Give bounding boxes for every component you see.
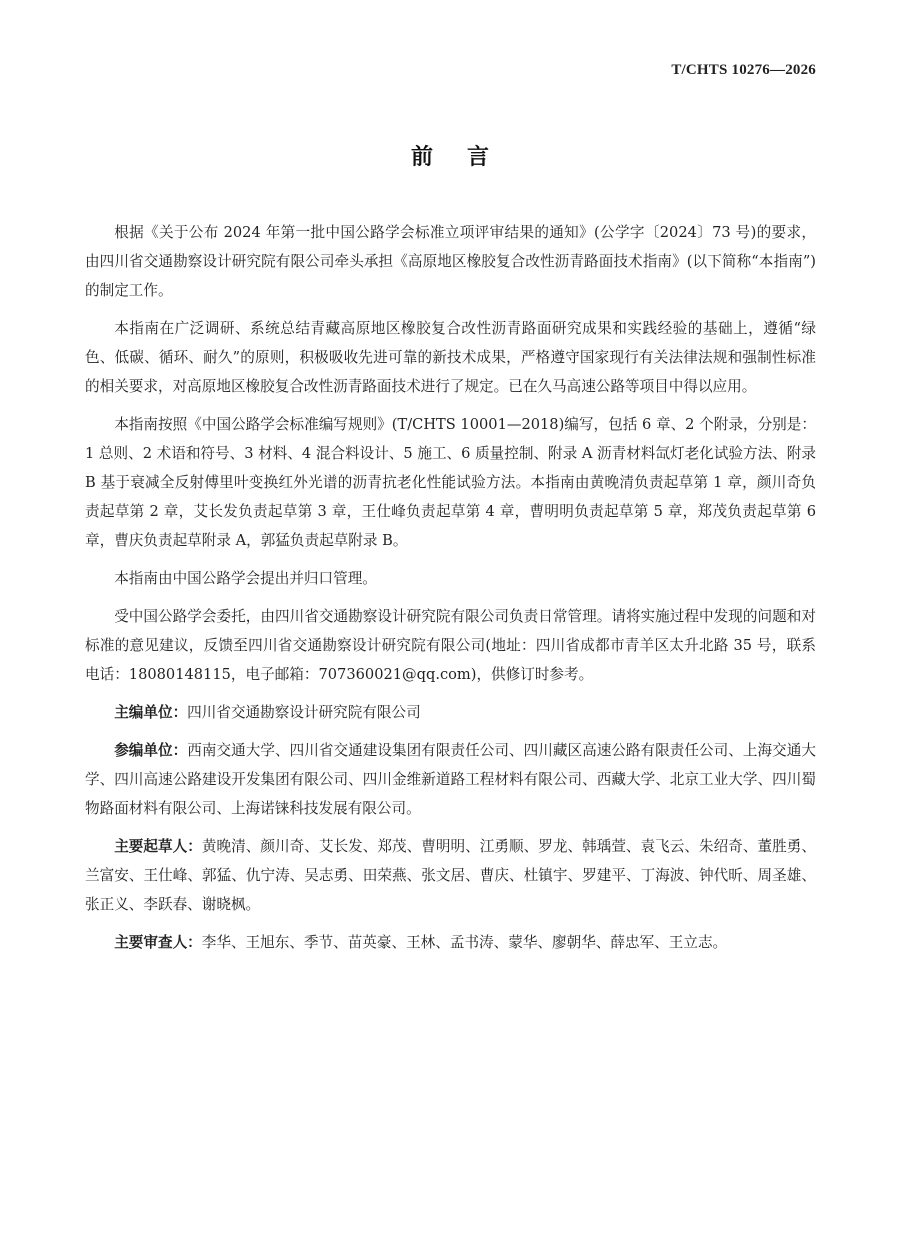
main-reviewers-label: 主要审查人：	[114, 934, 202, 951]
participating-units-value: 西南交通大学、四川省交通建设集团有限责任公司、四川藏区高速公路有限责任公司、上海交通大学、四川高速公路建设开发集团有限公司、四川金维新道路工程材料有限公司、西藏大学、北京工业大学、四川蜀物路面材料有限公司、上海诺铼科技发展有限公司。	[85, 742, 816, 817]
chief-editor-unit-value: 四川省交通勘察设计研究院有限公司	[187, 704, 421, 721]
paragraph-basis: 根据《关于公布 2024 年第一批中国公路学会标准立项评审结果的通知》(公学字〔2024〕73 号)的要求，由四川省交通勘察设计研究院有限公司牵头承担《高原地区橡胶复合改性沥青路面技术指南》(以下简称“本指南”)的制定工作。	[85, 224, 816, 299]
main-drafters	[85, 832, 816, 919]
paragraph-management: 本指南由中国公路学会提出并归口管理。	[114, 570, 377, 587]
participating-units	[85, 736, 816, 823]
standard-number: T/CHTS 10276—2026	[671, 62, 816, 78]
main-drafters-value: 黄晚清、颜川奇、艾长发、郑茂、曹明明、江勇顺、罗龙、韩瑀萱、袁飞云、朱绍奇、董胜勇、兰富安、王仕峰、郭猛、仇宁涛、吴志勇、田荣燕、张文居、曹庆、杜镇宇、罗建平、丁海波、钟代昕、周圣雄、张正义、李跃春、谢晓枫。	[85, 838, 816, 913]
page-title: 前言	[410, 145, 523, 170]
main-drafters-label: 主要起草人：	[114, 838, 202, 855]
participating-units-label: 参编单位：	[114, 742, 188, 759]
chief-editor-unit-label: 主编单位：	[114, 704, 188, 721]
foreword-body	[85, 218, 816, 966]
paragraph-structure: 本指南按照《中国公路学会标准编写规则》(T/CHTS 10001—2018)编写，包括 6 章、2 个附录，分别是：1 总则、2 术语和符号、3 材料、4 混合料设计、5 施工、6 质量控制、附录 A 沥青材料氙灯老化试验方法、附录 B 基于衰减全反射傅里叶变换红外光谱的沥青抗老化性能试验方法。本指南由黄晚清负责起草第 1 章，颜川奇负责起草第 2 章，艾长发负责起草第 3 章，王仕峰负责起草第 4 章，曹明明负责起草第 5 章，郑茂负责起草第 6 章，曹庆负责起草附录 A，郭猛负责起草附录 B。	[85, 416, 816, 549]
chief-editor-unit	[85, 698, 816, 727]
main-reviewers	[85, 928, 816, 957]
paragraph-feedback: 受中国公路学会委托，由四川省交通勘察设计研究院有限公司负责日常管理。请将实施过程中发现的问题和对标准的意见建议，反馈至四川省交通勘察设计研究院有限公司(地址：四川省成都市青羊区太升北路 35 号，联系电话：18080148115，电子邮箱：707360021@qq.com)，供修订时参考。	[85, 608, 816, 683]
paragraph-scope: 本指南在广泛调研、系统总结青藏高原地区橡胶复合改性沥青路面研究成果和实践经验的基础上，遵循“绿色、低碳、循环、耐久”的原则，积极吸收先进可靠的新技术成果，严格遵守国家现行有关法律法规和强制性标准的相关要求，对高原地区橡胶复合改性沥青路面技术进行了规定。已在久马高速公路等项目中得以应用。	[85, 320, 816, 395]
main-reviewers-value: 李华、王旭东、季节、苗英豪、王林、孟书涛、蒙华、廖朝华、薛忠军、王立志。	[201, 934, 728, 951]
